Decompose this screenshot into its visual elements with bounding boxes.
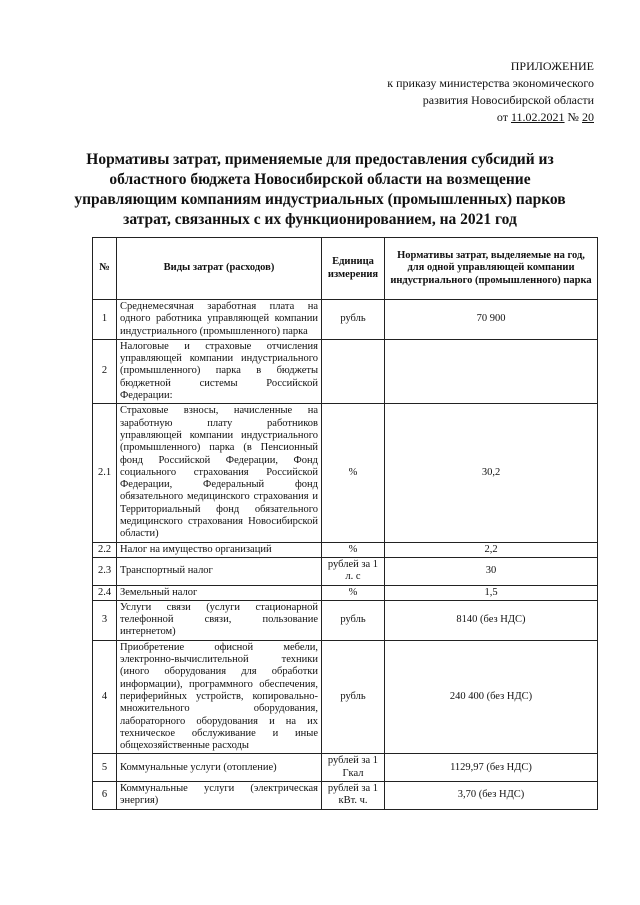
table-row	[93, 781, 598, 809]
row-num: 2.2	[93, 542, 117, 557]
row-num: 3	[93, 600, 117, 640]
row-name: Среднемесячная заработная плата на одного работника управляющей компании индустриального (промышленного) парка	[117, 300, 322, 340]
row-value: 3,70 (без НДС)	[385, 781, 598, 809]
date-prefix: от	[496, 110, 508, 124]
order-date: 11.02.2021	[510, 110, 565, 124]
header-unit: Единица измерения	[322, 238, 385, 300]
header-name: Виды затрат (расходов)	[117, 238, 322, 300]
row-value: 240 400 (без НДС)	[385, 640, 598, 754]
table-row	[93, 640, 598, 754]
row-num: 2	[93, 339, 117, 403]
row-unit: рубль	[322, 640, 385, 754]
header-num: №	[93, 238, 117, 300]
row-num: 4	[93, 640, 117, 754]
order-number: 20	[582, 110, 594, 124]
table-row	[93, 600, 598, 640]
row-num: 5	[93, 754, 117, 782]
row-name: Налог на имущество организаций	[117, 542, 322, 557]
row-name: Коммунальные услуги (отопление)	[117, 754, 322, 782]
row-value	[385, 339, 598, 403]
row-num: 2.3	[93, 557, 117, 585]
table-row	[93, 339, 598, 403]
appendix-title: ПРИЛОЖЕНИЕ	[510, 59, 594, 73]
row-value: 8140 (без НДС)	[385, 600, 598, 640]
row-value: 1129,97 (без НДС)	[385, 754, 598, 782]
appendix-date-line	[387, 109, 594, 126]
row-value: 30	[385, 557, 598, 585]
row-value: 1,5	[385, 585, 598, 600]
table-row	[93, 404, 598, 542]
row-name: Услуги связи (услуги стационарной телефонной связи, пользование интернетом)	[117, 600, 322, 640]
table-row	[93, 585, 598, 600]
row-unit: %	[322, 585, 385, 600]
row-value: 2,2	[385, 542, 598, 557]
row-num: 2.4	[93, 585, 117, 600]
table-row	[93, 754, 598, 782]
row-value: 30,2	[385, 404, 598, 542]
norms-table	[92, 237, 598, 810]
row-num: 6	[93, 781, 117, 809]
appendix-header	[387, 58, 594, 126]
row-unit: рублей за 1 кВт. ч.	[322, 781, 385, 809]
row-name: Приобретение офисной мебели, электронно-вычислительной техники (иного оборудования для обработки информации), программного обеспечения, периферийных устройств, копировально-множительного оборудования, лабораторного оборудования и на их техническое обслуживание и иные общехозяйственные расходы	[117, 640, 322, 754]
row-unit: рубль	[322, 600, 385, 640]
row-unit: %	[322, 542, 385, 557]
row-value: 70 900	[385, 300, 598, 340]
appendix-order-line: к приказу министерства экономического	[387, 76, 594, 90]
table-row	[93, 300, 598, 340]
row-name: Земельный налог	[117, 585, 322, 600]
row-unit: рублей за 1 л. с	[322, 557, 385, 585]
document-title: Нормативы затрат, применяемые для предоставления субсидий из областного бюджета Новосибирской области на возмещение управляющим компаниям индустриальных (промышленных) парков затрат, связанных с их функционированием, на 2021 год	[74, 151, 566, 228]
row-name: Налоговые и страховые отчисления управляющей компании индустриального (промышленного) парка в бюджеты бюджетной системы Российской Федерации:	[117, 339, 322, 403]
table-header-row	[93, 238, 598, 300]
row-unit: рубль	[322, 300, 385, 340]
number-prefix: №	[567, 110, 579, 124]
row-name: Транспортный налог	[117, 557, 322, 585]
table-row	[93, 557, 598, 585]
row-unit	[322, 339, 385, 403]
row-name: Страховые взносы, начисленные на заработную плату работников управляющей компании индустриального (промышленного) парка (в Пенсионный фонд Российской Федерации, Фонд социального страхования Российской Федерации, Федеральный фонд обязательного медицинского страхования и Территориальный фонд обязательного медицинского страхования Новосибирской области)	[117, 404, 322, 542]
row-unit: рублей за 1 Гкал	[322, 754, 385, 782]
row-num: 1	[93, 300, 117, 340]
row-num: 2.1	[93, 404, 117, 542]
row-unit: %	[322, 404, 385, 542]
header-value: Нормативы затрат, выделяемые на год, для одной управляющей компании индустриального (промышленного) парка	[385, 238, 598, 300]
appendix-ministry-line: развития Новосибирской области	[422, 93, 594, 107]
table-row	[93, 542, 598, 557]
row-name: Коммунальные услуги (электрическая энергия)	[117, 781, 322, 809]
